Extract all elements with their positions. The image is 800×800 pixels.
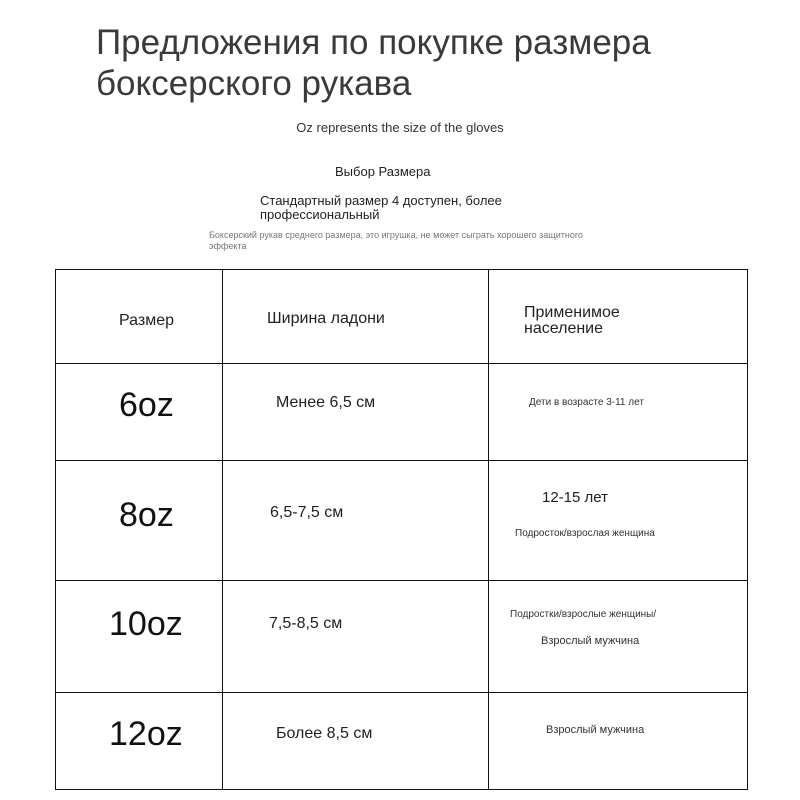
size-table	[55, 269, 748, 790]
table-row	[56, 581, 748, 693]
size-cell	[56, 693, 223, 790]
population-cell	[489, 364, 748, 461]
size-cell	[56, 364, 223, 461]
population-value-2: Взрослый мужчина	[541, 635, 640, 647]
size-cell	[56, 581, 223, 693]
palm-cell	[223, 693, 489, 790]
palm-width-value: Более 8,5 см	[276, 725, 373, 742]
population-value: Подростки/взрослые женщины/	[510, 609, 657, 620]
size-value: 8oz	[119, 496, 174, 534]
population-cell	[489, 461, 748, 581]
population-value: Подросток/взрослая женщина	[515, 528, 655, 539]
size-cell	[56, 461, 223, 581]
header-palm-width: Ширина ладони	[267, 310, 385, 327]
size-value: 12oz	[109, 715, 183, 753]
standard-size-note: Стандартный размер 4 доступен, более профессиональный	[260, 193, 502, 222]
toy-size-note: Боксерский рукав среднего размера, это игрушка, не может сыграть хорошего защитного эффекта	[209, 230, 583, 251]
page-title-line-1: Предложения по покупке размера	[96, 23, 651, 62]
table-header-row	[56, 270, 748, 364]
header-size-cell	[56, 270, 223, 364]
population-value: Дети в возрасте 3-11 лет	[529, 397, 644, 408]
size-value: 10oz	[109, 605, 183, 643]
palm-cell	[223, 581, 489, 693]
page-title-line-2: боксерского рукава	[96, 64, 412, 103]
table-row	[56, 364, 748, 461]
population-cell	[489, 581, 748, 693]
size-choice-label: Выбор Размера	[335, 164, 431, 179]
palm-width-value: Менее 6,5 см	[276, 394, 376, 411]
palm-width-value: 6,5-7,5 см	[270, 504, 344, 521]
oz-note: Oz represents the size of the gloves	[296, 120, 504, 135]
header-population-cell	[489, 270, 748, 364]
age-value: 12-15 лет	[542, 489, 608, 506]
header-palm-cell	[223, 270, 489, 364]
palm-width-value: 7,5-8,5 см	[269, 615, 343, 632]
page-title	[96, 22, 736, 104]
table-row	[56, 461, 748, 581]
header-population: Применимое население	[524, 304, 620, 337]
population-value-2: Взрослый мужчина	[546, 724, 645, 736]
palm-cell	[223, 461, 489, 581]
table-row	[56, 693, 748, 790]
header-size: Размер	[119, 312, 174, 329]
population-cell	[489, 693, 748, 790]
palm-cell	[223, 364, 489, 461]
size-value: 6oz	[119, 386, 174, 424]
